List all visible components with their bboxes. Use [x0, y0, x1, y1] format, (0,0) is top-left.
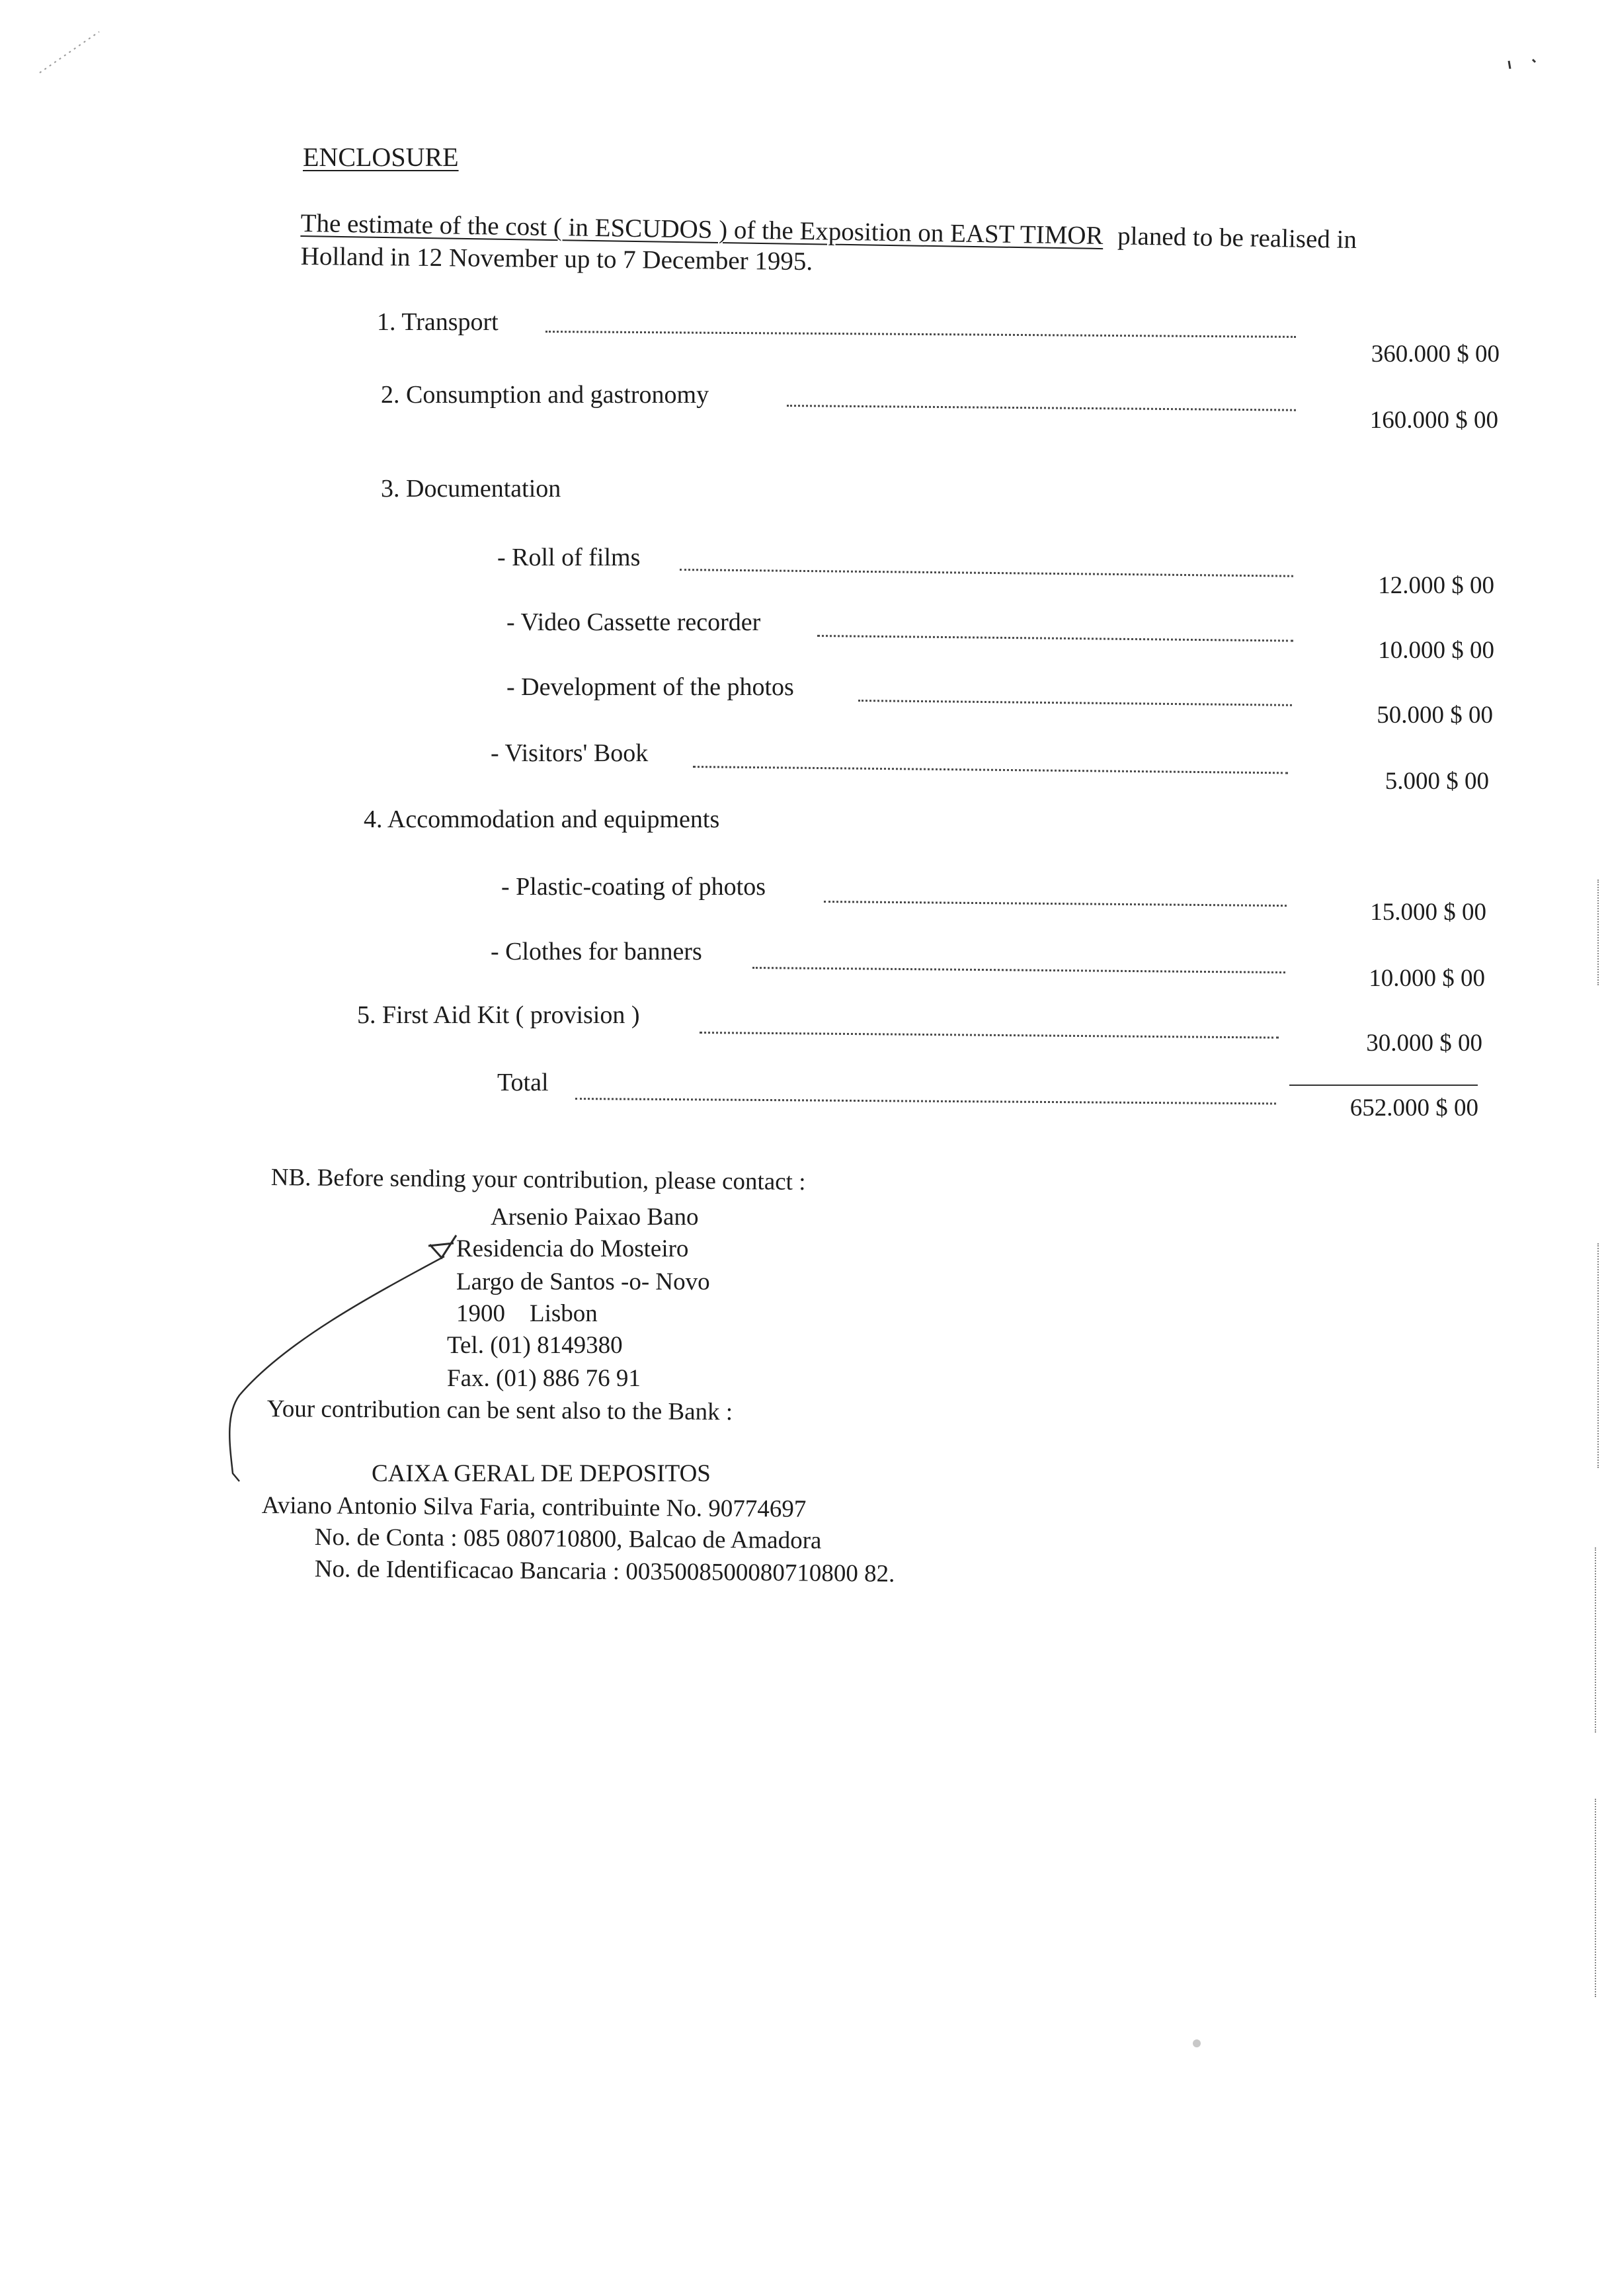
item-amount: 10.000 $ 00 [1369, 965, 1485, 992]
bank-intro: Your contribution can be sent also to the Bank : [266, 1395, 733, 1426]
binding-edge [1597, 1243, 1599, 1468]
check-mark [428, 1235, 456, 1258]
intro-underlined-text: The estimate of the cost ( in ESCUDOS ) of the Exposition on EAST TIMOR [300, 209, 1104, 251]
total-label: Total [497, 1069, 549, 1096]
enclosure-heading: ENCLOSURE [303, 142, 459, 172]
scan-speck [1509, 60, 1535, 69]
contact-tel: Tel. (01) 8149380 [447, 1332, 623, 1359]
contact-postal: 1900 Lisbon [456, 1300, 598, 1327]
item-amount: 10.000 $ 00 [1378, 637, 1494, 664]
binding-edge [1595, 1799, 1596, 1997]
item-amount: 5.000 $ 00 [1385, 768, 1489, 795]
item-label: 5. First Aid Kit ( provision ) [357, 1001, 640, 1029]
bank-account: No. de Conta : 085 080710800, Balcao de Amadora [314, 1524, 822, 1555]
item-label: 4. Accommodation and equipments [364, 805, 720, 833]
binding-edge [1595, 1547, 1596, 1733]
scan-speck [1193, 2039, 1201, 2047]
item-amount: 160.000 $ 00 [1369, 407, 1498, 434]
bank-holder: Aviano Antonio Silva Faria, contribuinte No. 90774697 [261, 1492, 807, 1523]
contact-fax: Fax. (01) 886 76 91 [447, 1365, 641, 1392]
item-label: 1. Transport [377, 308, 499, 336]
item-amount: 50.000 $ 00 [1377, 702, 1493, 729]
intro-rest-text: planed to be realised in [1117, 222, 1357, 255]
intro-line-2: Holland in 12 November up to 7 December 1995. [300, 242, 813, 276]
item-amount: 30.000 $ 00 [1366, 1030, 1482, 1057]
contact-address-1: Residencia do Mosteiro [456, 1235, 689, 1262]
item-label: - Development of the photos [506, 673, 794, 701]
item-label: - Plastic-coating of photos [501, 873, 766, 901]
scan-speck [40, 32, 99, 73]
item-label: 3. Documentation [381, 475, 561, 503]
binding-edge [1597, 880, 1599, 985]
contact-address-2: Largo de Santos -o- Novo [456, 1268, 710, 1295]
bank-nib: No. de Identificacao Bancaria : 0035008500080710800 82. [314, 1555, 895, 1588]
item-amount: 360.000 $ 00 [1371, 341, 1500, 368]
item-label: - Visitors' Book [491, 739, 649, 767]
item-label: 2. Consumption and gastronomy [381, 381, 709, 409]
item-label: - Video Cassette recorder [506, 608, 761, 636]
nb-intro: NB. Before sending your contribution, please contact : [270, 1164, 806, 1196]
total-amount: 652.000 $ 00 [1349, 1094, 1478, 1122]
item-label: - Clothes for banners [491, 938, 702, 965]
item-label: - Roll of films [497, 544, 641, 571]
contact-name: Arsenio Paixao Bano [491, 1204, 699, 1231]
handwritten-arrow-line [229, 1256, 444, 1481]
item-amount: 15.000 $ 00 [1370, 899, 1486, 926]
bank-name: CAIXA GERAL DE DEPOSITOS [372, 1460, 711, 1487]
item-amount: 12.000 $ 00 [1378, 572, 1494, 599]
